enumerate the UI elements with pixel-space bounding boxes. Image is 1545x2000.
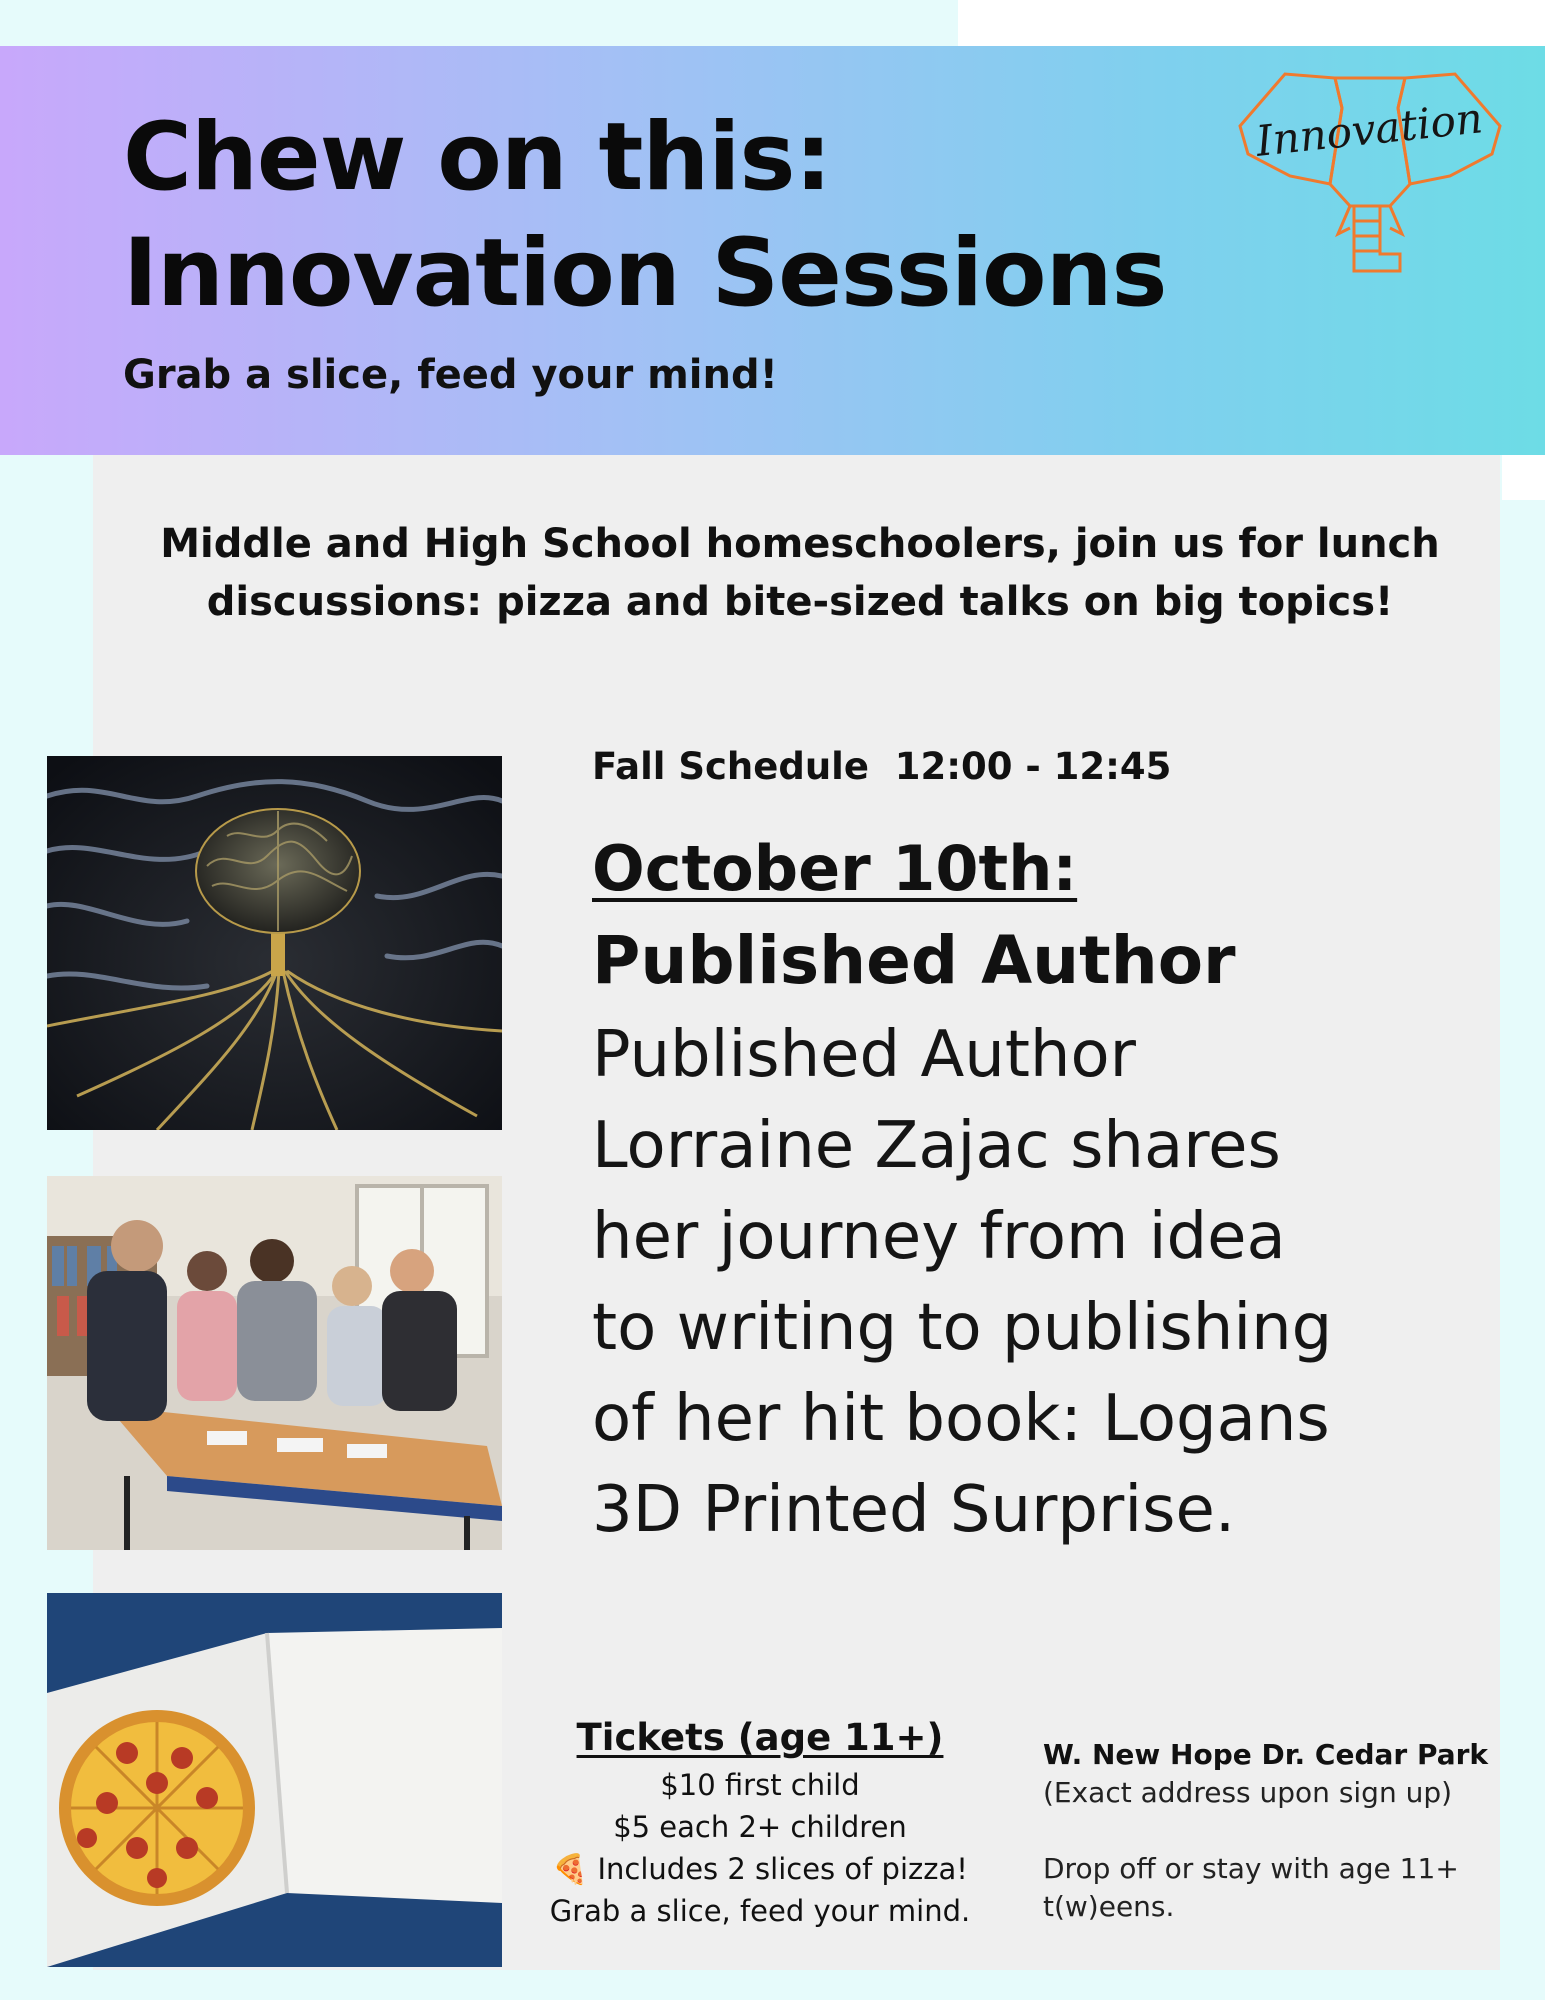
dropoff-line: Drop off or stay with age 11+ <box>1043 1852 1459 1885</box>
event-description <box>592 1010 1472 1556</box>
event-date: October 10th: <box>592 832 1078 905</box>
event-title: Published Author <box>592 922 1236 999</box>
location-info <box>1043 1736 1488 1926</box>
location-note: (Exact address upon sign up) <box>1043 1776 1453 1809</box>
tickets-info <box>540 1712 980 1932</box>
background-corner <box>958 0 1545 46</box>
ticket-price-line: $5 each 2+ children <box>613 1810 907 1844</box>
spacer <box>1043 1812 1488 1850</box>
logo-text: Innovation <box>1253 93 1485 166</box>
elephant-logo <box>1230 56 1510 286</box>
event-description-line: Published Author <box>592 1018 1136 1092</box>
ticket-pizza-line: 🍕 Includes 2 slices of pizza! <box>552 1852 968 1886</box>
event-description-line: her journey from idea <box>592 1200 1286 1274</box>
ticket-price-line: $10 first child <box>660 1768 860 1802</box>
intro-line-2: discussions: pizza and bite-sized talks on big topics! <box>206 579 1394 625</box>
event-description-line: 3D Printed Surprise. <box>592 1473 1236 1547</box>
event-description-line: Lorraine Zajac shares <box>592 1109 1281 1183</box>
brain-network-photo <box>47 756 502 1130</box>
page-title <box>123 100 1167 332</box>
title-line-1: Chew on this: <box>123 103 832 212</box>
tagline: Grab a slice, feed your mind! <box>123 352 778 398</box>
event-description-line: of her hit book: Logans <box>592 1382 1330 1456</box>
intro-line-1: Middle and High School homeschoolers, join us for lunch <box>160 521 1440 567</box>
schedule-label: Fall Schedule 12:00 - 12:45 <box>592 745 1172 788</box>
title-line-2: Innovation Sessions <box>123 219 1167 328</box>
dropoff-line: t(w)eens. <box>1043 1890 1175 1923</box>
intro-text <box>120 515 1480 631</box>
event-description-line: to writing to publishing <box>592 1291 1333 1365</box>
pizza-box-photo <box>47 1593 502 1967</box>
students-at-table-photo <box>47 1176 502 1550</box>
ticket-tagline: Grab a slice, feed your mind. <box>549 1894 971 1928</box>
location-title: W. New Hope Dr. Cedar Park <box>1043 1738 1489 1771</box>
tickets-title: Tickets (age 11+) <box>576 1716 944 1759</box>
